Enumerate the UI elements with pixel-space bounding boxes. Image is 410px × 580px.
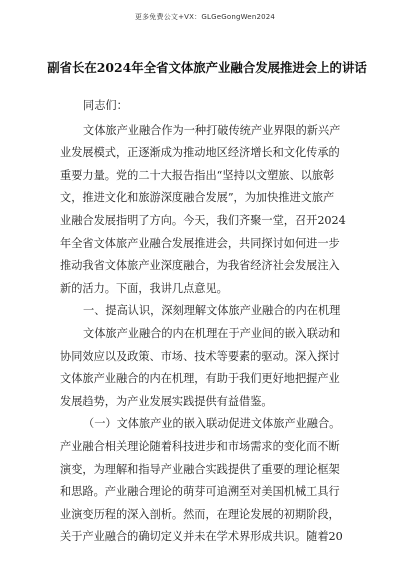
section-heading: 一、提高认识，深刻理解文体旅产业融合的内在机理	[83, 304, 341, 318]
document-title: 副省长在2024年全省文体旅产业融合发展推进会上的讲话	[47, 60, 367, 75]
body-line: 业演变历程的深入剖析。然而，在理论发展的初期阶段，	[60, 507, 340, 521]
body-line: 重要力量。党的二十大报告指出“坚持以文塑旅、以旅彰	[60, 168, 335, 182]
body-line: 文体旅产业融合作为一种打破传统产业界限的新兴产	[83, 123, 341, 137]
body-line: 业发展模式，正逐渐成为推动地区经济增长和文化传承的	[60, 146, 340, 160]
body-line: 关于产业融合的确切定义并未在学术界形成共识。随着20	[60, 530, 343, 544]
body-line: 文体旅产业融合的内在机理在于产业间的嵌入联动和	[83, 326, 341, 340]
body-line: 年全省文体旅产业融合发展推进会，共同探讨如何进一步	[60, 236, 340, 250]
body-line: 业融合发展指明了方向。今天，我们齐聚一堂，召开2024	[60, 213, 346, 227]
body-line: 新的活力。下面，我讲几点意见。	[60, 281, 228, 295]
body-line: 文体旅产业融合的内在机理，有助于我们更好地把握产业	[60, 372, 340, 386]
body-line: 协同效应以及政策、市场、技术等要素的驱动。深入探讨	[60, 349, 340, 363]
body-line: 文，推进文化和旅游深度融合发展”，为加快推进文旅产	[60, 191, 335, 205]
document-body	[60, 95, 360, 549]
body-line: 演变，为理解和指导产业融合实践提供了重要的理论框架	[60, 462, 340, 476]
body-line: 和思路。产业融合理论的萌芽可追溯至对美国机械工具行	[60, 485, 340, 499]
body-line: 推动我省文体旅产业深度融合，为我省经济社会发展注入	[60, 259, 340, 273]
header-note: 更多免费公文+VX：GLGeGongWen2024	[134, 13, 276, 21]
salutation: 同志们：	[83, 99, 128, 112]
body-line: 产业融合相关理论随着科技进步和市场需求的变化而不断	[60, 439, 340, 453]
subsection-heading: （一）文体旅产业的嵌入联动促进文体旅产业融合。	[83, 417, 341, 431]
body-line: 发展趋势，为产业发展实践提供有益借鉴。	[60, 394, 273, 408]
